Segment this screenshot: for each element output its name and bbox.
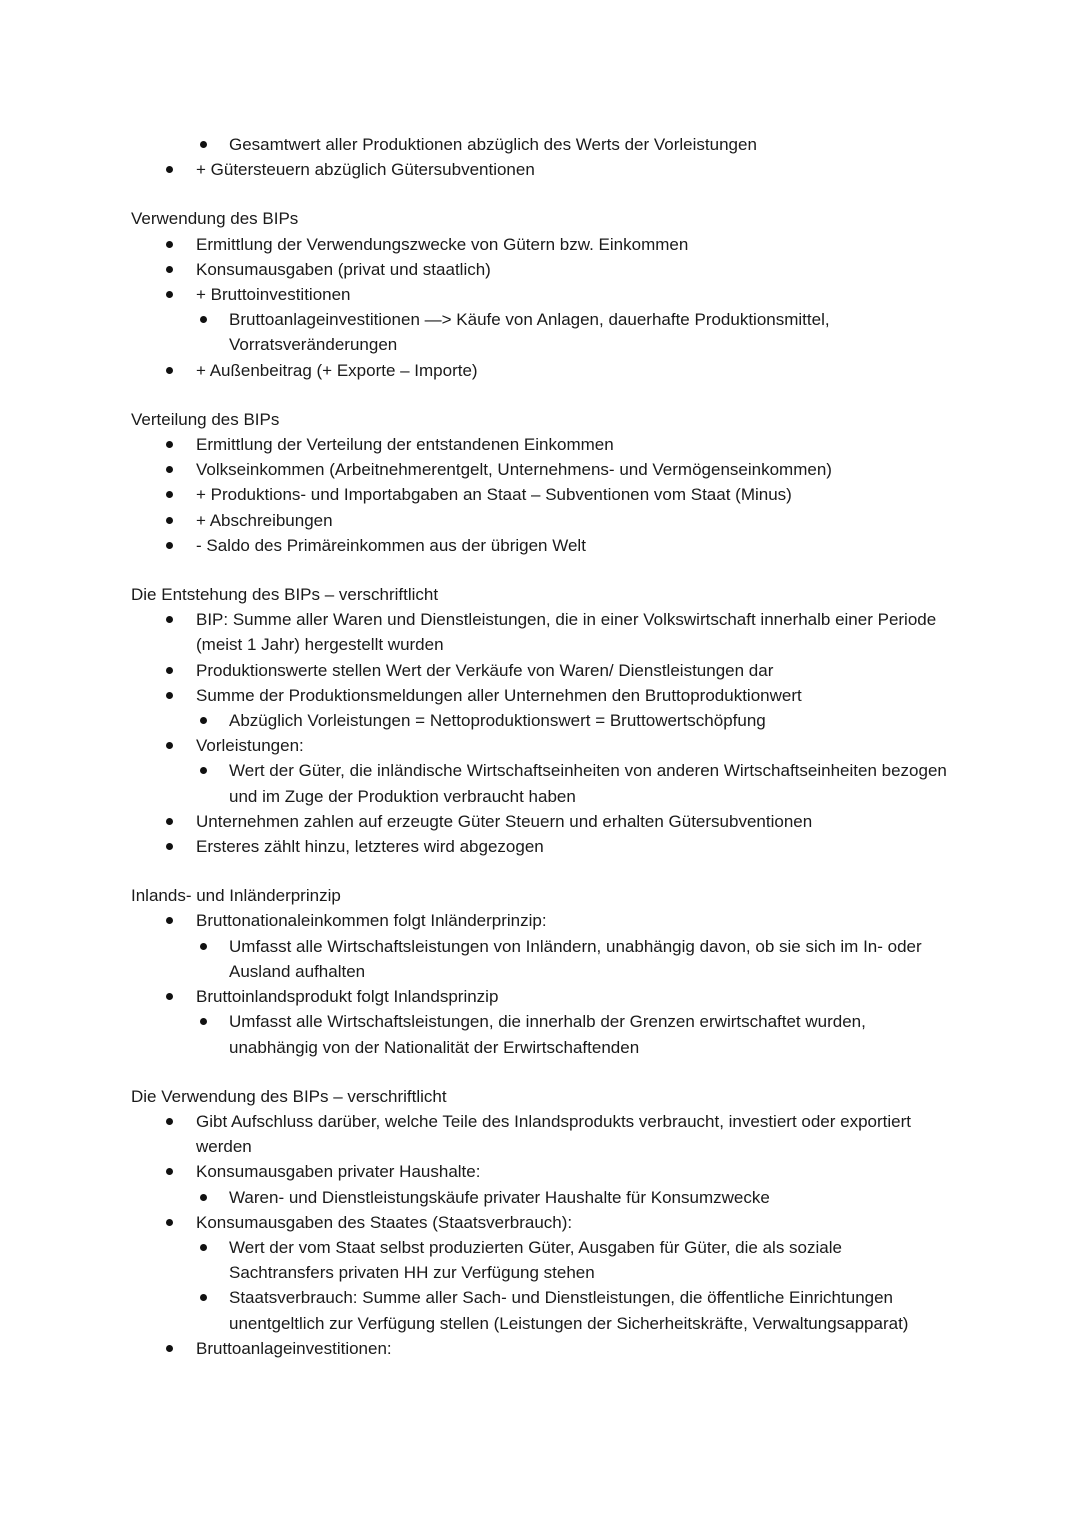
list-item: Bruttoinlandsprodukt folgt Inlandsprinzip [196, 984, 956, 1009]
list-item: + Gütersteuern abzüglich Gütersubventionen [196, 157, 956, 182]
list-item: Volkseinkommen (Arbeitnehmerentgelt, Unternehmens- und Vermögenseinkommen) [196, 457, 956, 482]
list-item: Summe der Produktionsmeldungen aller Unternehmen den Bruttoproduktionwert [196, 683, 956, 708]
list-item: + Abschreibungen [196, 508, 956, 533]
section-heading: Die Entstehung des BIPs – verschriftlicht [131, 585, 439, 605]
section-verwendung [0, 206, 1080, 382]
list-item: Umfasst alle Wirtschaftsleistungen, die innerhalb der Grenzen erwirtschaftet wurden, unabhängig von der Nationalität der Erwirtschaftenden [229, 1009, 949, 1059]
section-heading: Verwendung des BIPs [131, 209, 299, 229]
list-item: Unternehmen zahlen auf erzeugte Güter Steuern und erhalten Gütersubventionen [196, 809, 956, 834]
section-heading: Verteilung des BIPs [131, 409, 280, 429]
section-verwendung-verschriftlicht [0, 1084, 1080, 1361]
list-item: BIP: Summe aller Waren und Dienstleistungen, die in einer Volkswirtschaft innerhalb einer Periode (meist 1 Jahr) hergestellt wurden [196, 607, 956, 657]
section-heading: Inlands- und Inländerprinzip [131, 886, 341, 906]
list-item: Gibt Aufschluss darüber, welche Teile des Inlandsprodukts verbraucht, investiert oder exportiert werden [196, 1109, 956, 1159]
section-verteilung [0, 407, 1080, 558]
list-item: Konsumausgaben (privat und staatlich) [196, 257, 956, 282]
list-item: Produktionswerte stellen Wert der Verkäufe von Waren/ Dienstleistungen dar [196, 658, 956, 683]
list-item: Vorleistungen: [196, 733, 956, 758]
list-item: Bruttoanlageinvestitionen —> Käufe von Anlagen, dauerhafte Produktionsmittel, Vorratsveränderungen [229, 307, 949, 357]
section-heading: Die Verwendung des BIPs – verschriftlicht [131, 1086, 447, 1106]
list-item: Abzüglich Vorleistungen = Nettoproduktionswert = Bruttowertschöpfung [229, 708, 949, 733]
section-inlandsprinzip [0, 883, 1080, 1059]
list-item: Bruttonationaleinkommen folgt Inländerprinzip: [196, 908, 956, 933]
section-entstehung-fortsetzung [0, 132, 1080, 182]
list-item: Staatsverbrauch: Summe aller Sach- und Dienstleistungen, die öffentliche Einrichtungen unentgeltlich zur Verfügung stellen (Leistungen der Sicherheitskräfte, Verwaltungsapparat) [229, 1285, 949, 1335]
list-item: Umfasst alle Wirtschaftsleistungen von Inländern, unabhängig davon, ob sie sich im In- oder Ausland aufhalten [229, 934, 949, 984]
list-item: Konsumausgaben privater Haushalte: [196, 1159, 956, 1184]
list-item: Wert der Güter, die inländische Wirtschaftseinheiten von anderen Wirtschaftseinheiten bezogen und im Zuge der Produktion verbraucht haben [229, 758, 949, 808]
list-item: Wert der vom Staat selbst produzierten Güter, Ausgaben für Güter, die als soziale Sachtransfers privaten HH zur Verfügung stehen [229, 1235, 949, 1285]
list-item: Ersteres zählt hinzu, letzteres wird abgezogen [196, 834, 956, 859]
list-item: Ermittlung der Verwendungszwecke von Gütern bzw. Einkommen [196, 232, 956, 257]
list-item: Bruttoanlageinvestitionen: [196, 1336, 956, 1361]
list-item: + Bruttoinvestitionen [196, 282, 956, 307]
list-item: Gesamtwert aller Produktionen abzüglich des Werts der Vorleistungen [229, 132, 949, 157]
section-entstehung-verschriftlicht [0, 582, 1080, 859]
list-item: - Saldo des Primäreinkommen aus der übrigen Welt [196, 533, 956, 558]
list-item: + Außenbeitrag (+ Exporte – Importe) [196, 358, 956, 383]
list-item: Ermittlung der Verteilung der entstandenen Einkommen [196, 432, 956, 457]
list-item: Waren- und Dienstleistungskäufe privater Haushalte für Konsumzwecke [229, 1185, 949, 1210]
list-item: Konsumausgaben des Staates (Staatsverbrauch): [196, 1210, 956, 1235]
list-item: + Produktions- und Importabgaben an Staat – Subventionen vom Staat (Minus) [196, 482, 956, 507]
